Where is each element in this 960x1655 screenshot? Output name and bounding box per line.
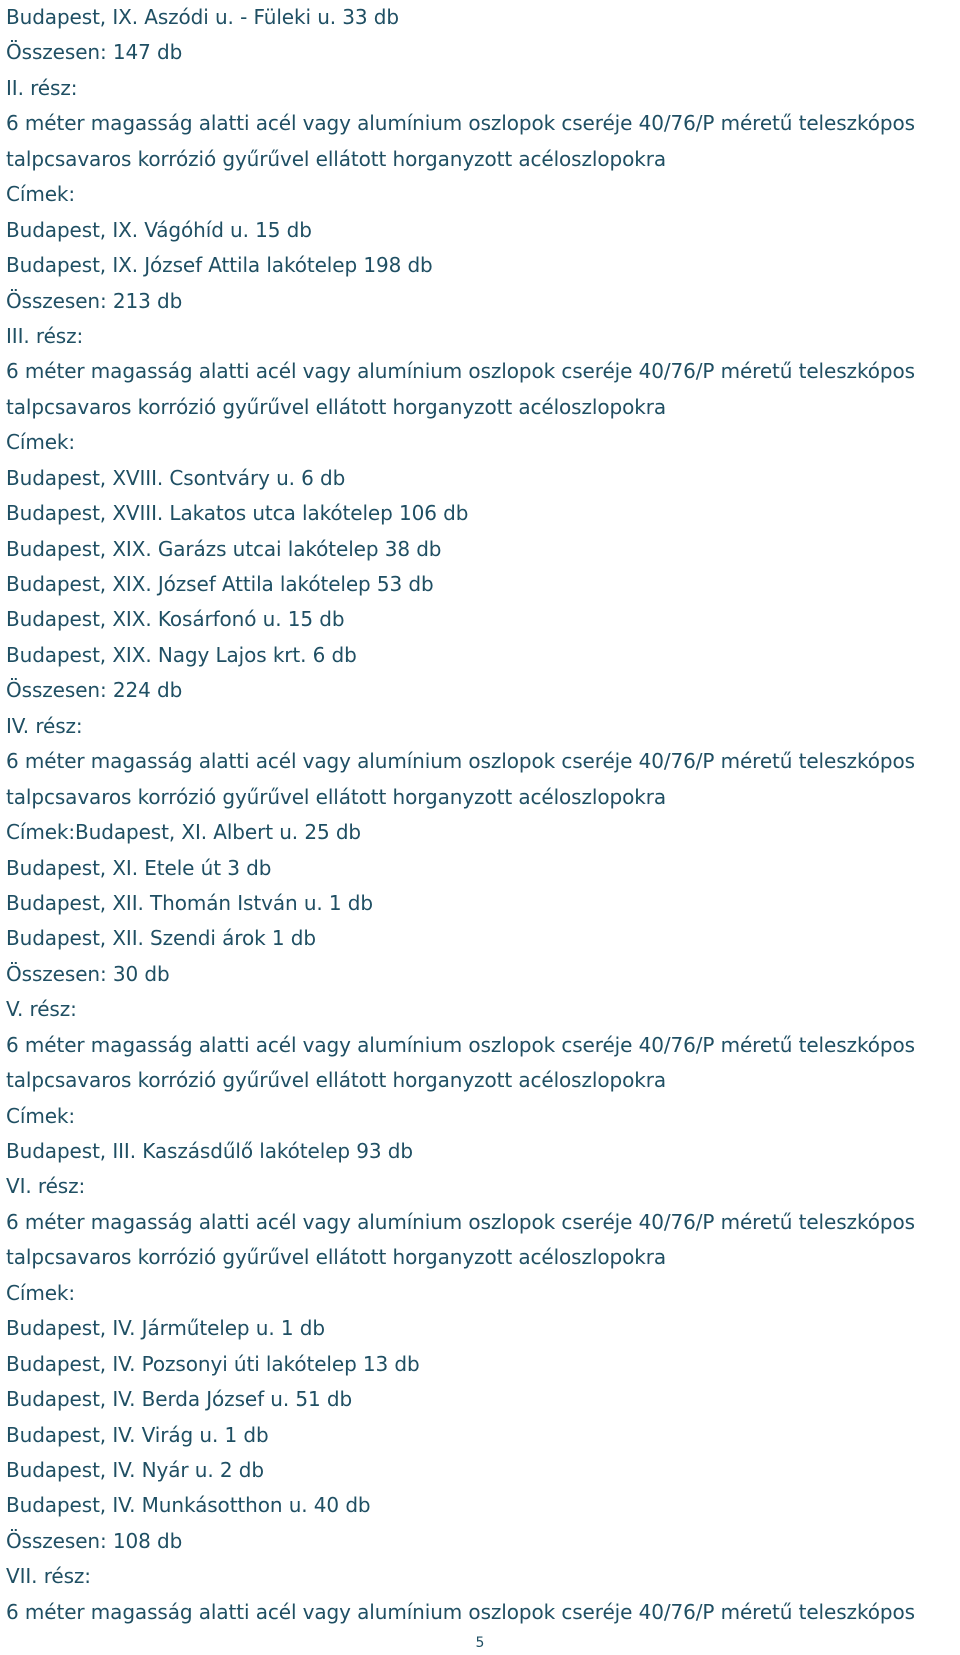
section-heading: V. rész:: [6, 997, 77, 1022]
addresses-label: Címek:: [6, 1280, 76, 1305]
address-line: Budapest, IV. Nyár u. 2 db: [6, 1457, 264, 1482]
address-line: Budapest, XIX. Garázs utcai lakótelep 38 db: [6, 536, 442, 561]
section-heading: II. rész:: [6, 75, 78, 100]
section-heading: VI. rész:: [6, 1174, 86, 1199]
address-line: Budapest, IV. Munkásotthon u. 40 db: [6, 1493, 371, 1518]
addresses-label: Címek:: [6, 1103, 76, 1128]
section-heading: III. rész:: [6, 323, 84, 348]
address-line: Budapest, XVIII. Lakatos utca lakótelep 106 db: [6, 501, 469, 526]
total-line: Összesen: 108 db: [6, 1528, 183, 1553]
section-heading: VII. rész:: [6, 1564, 91, 1589]
address-line: Budapest, IV. Járműtelep u. 1 db: [6, 1316, 325, 1341]
address-line: Budapest, XI. Etele út 3 db: [6, 855, 272, 880]
description-line: 6 méter magasság alatti acél vagy alumínium oszlopok cseréje 40/76/P méretű teleszkópos: [6, 1599, 915, 1624]
text-line: Budapest, IX. Aszódi u. - Füleki u. 33 db: [6, 5, 399, 29]
address-line: Budapest, XII. Szendi árok 1 db: [6, 926, 316, 951]
address-line: Budapest, IV. Berda József u. 51 db: [6, 1387, 353, 1412]
addresses-label: Címek:: [6, 182, 76, 207]
address-line: Budapest, IX. Vágóhíd u. 15 db: [6, 217, 312, 242]
description-line: talpcsavaros korrózió gyűrűvel ellátott horganyzott acéloszlopokra: [6, 1245, 666, 1270]
description-line: talpcsavaros korrózió gyűrűvel ellátott horganyzott acéloszlopokra: [6, 394, 666, 419]
address-line: Budapest, XIX. József Attila lakótelep 53 db: [6, 572, 434, 596]
total-line: Összesen: 224 db: [6, 678, 183, 703]
total-line: Összesen: 30 db: [6, 961, 170, 986]
description-line: talpcsavaros korrózió gyűrűvel ellátott horganyzott acéloszlopokra: [6, 1068, 666, 1093]
address-line: Budapest, IV. Virág u. 1 db: [6, 1422, 269, 1447]
address-line: Budapest, IX. József Attila lakótelep 198 db: [6, 253, 433, 278]
description-line: 6 méter magasság alatti acél vagy alumínium oszlopok cseréje 40/76/P méretű teleszkópos: [6, 1209, 915, 1234]
address-line: Címek:Budapest, XI. Albert u. 25 db: [6, 820, 362, 845]
description-line: talpcsavaros korrózió gyűrűvel ellátott horganyzott acéloszlopokra: [6, 146, 666, 171]
address-line: Budapest, XII. Thomán István u. 1 db: [6, 890, 373, 915]
description-line: 6 méter magasság alatti acél vagy alumínium oszlopok cseréje 40/76/P méretű teleszkópos: [6, 111, 915, 136]
address-line: Budapest, III. Kaszásdűlő lakótelep 93 db: [6, 1139, 413, 1163]
document-body: [6, 0, 956, 1630]
total-line: Összesen: 213 db: [6, 288, 183, 313]
address-line: Budapest, XIX. Kosárfonó u. 15 db: [6, 607, 345, 632]
total-line: Összesen: 147 db: [6, 40, 183, 65]
addresses-label: Címek:: [6, 430, 76, 455]
address-line: Budapest, XIX. Nagy Lajos krt. 6 db: [6, 642, 357, 667]
page-number: 5: [475, 1635, 485, 1651]
section-heading: IV. rész:: [6, 713, 83, 738]
description-line: talpcsavaros korrózió gyűrűvel ellátott horganyzott acéloszlopokra: [6, 784, 666, 809]
address-line: Budapest, IV. Pozsonyi úti lakótelep 13 db: [6, 1351, 420, 1376]
address-line: Budapest, XVIII. Csontváry u. 6 db: [6, 465, 346, 490]
description-line: 6 méter magasság alatti acél vagy alumínium oszlopok cseréje 40/76/P méretű teleszkópos: [6, 1032, 915, 1057]
description-line: 6 méter magasság alatti acél vagy alumínium oszlopok cseréje 40/76/P méretű teleszkópos: [6, 359, 915, 384]
description-line: 6 méter magasság alatti acél vagy alumínium oszlopok cseréje 40/76/P méretű teleszkópos: [6, 749, 915, 774]
